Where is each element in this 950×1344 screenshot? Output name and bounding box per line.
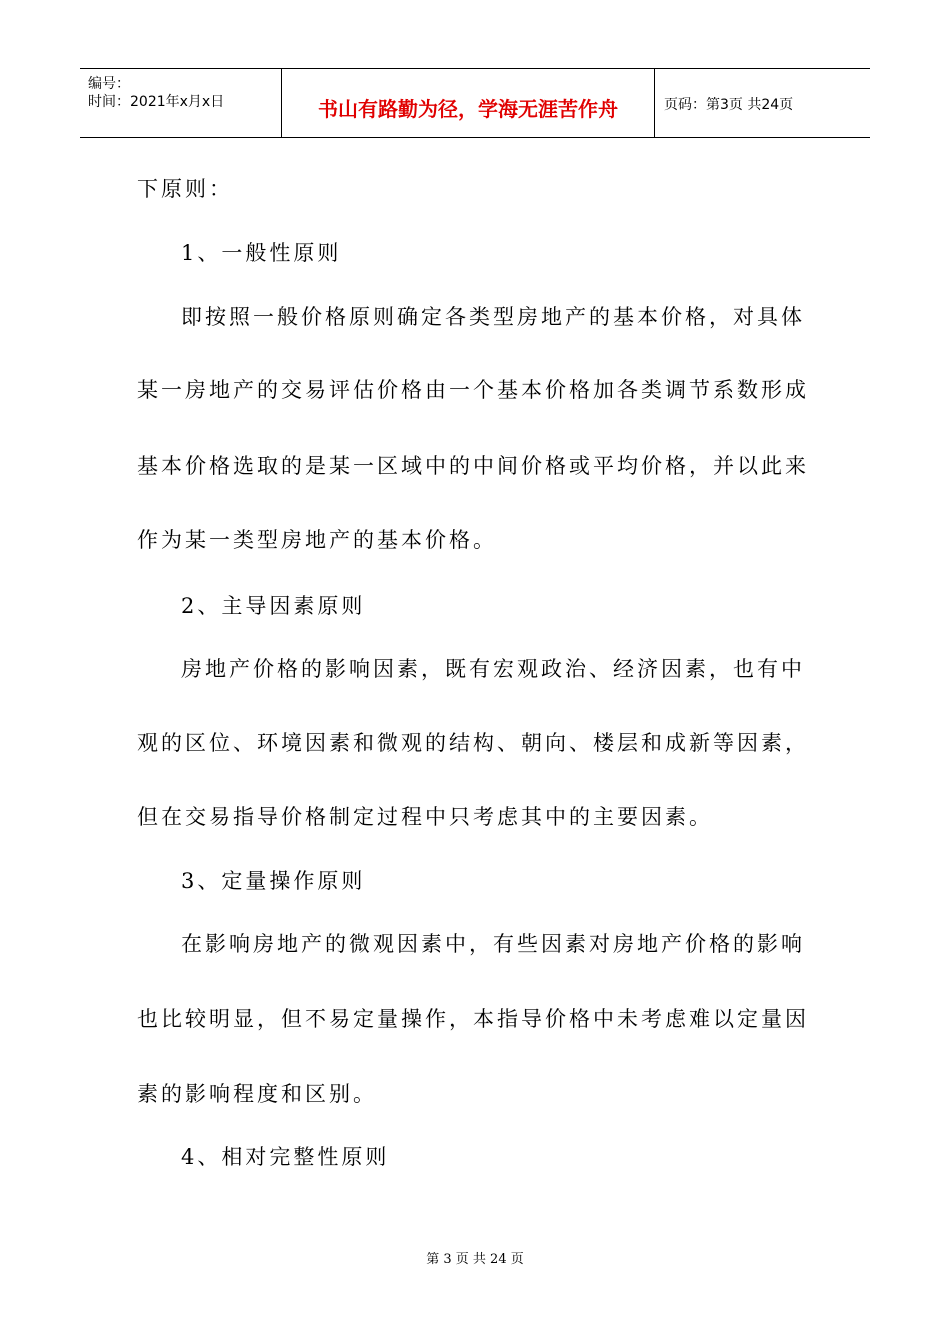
- body-line: 即按照一般价格原则确定各类型房地产的基本价格，对具体: [181, 305, 805, 329]
- page-footer: 第 3 页 共 24 页: [426, 1252, 524, 1267]
- body-line: 作为某一类型房地产的基本价格。: [137, 528, 497, 552]
- section-heading: 3、定量操作原则: [181, 869, 366, 893]
- header-meta-cell: [80, 69, 280, 137]
- body-line: 观的区位、环境因素和微观的结构、朝向、楼层和成新等因素，: [137, 731, 809, 755]
- body-line: 但在交易指导价格制定过程中只考虑其中的主要因素。: [137, 805, 713, 829]
- section-heading: 2、主导因素原则: [181, 594, 366, 618]
- section-heading: 1、一般性原则: [181, 241, 342, 265]
- document-date-label: 时间：2021年x月x日: [88, 94, 225, 110]
- body-line: 某一房地产的交易评估价格由一个基本价格加各类调节系数形成: [137, 378, 809, 402]
- header-motto: 书山有路勤为径，学海无涯苦作舟: [318, 97, 618, 121]
- body-line: 房地产价格的影响因素，既有宏观政治、经济因素，也有中: [181, 657, 805, 681]
- body-line: 素的影响程度和区别。: [137, 1082, 377, 1106]
- header-page-cell: [654, 69, 870, 137]
- body-line: 也比较明显，但不易定量操作，本指导价格中未考虑难以定量因: [137, 1007, 809, 1031]
- body-line: 下原则：: [137, 177, 233, 201]
- body-line: 在影响房地产的微观因素中，有些因素对房地产价格的影响: [181, 932, 805, 956]
- page-header: [80, 68, 870, 138]
- section-heading: 4、相对完整性原则: [181, 1145, 390, 1169]
- document-number-label: 编号：: [88, 76, 130, 92]
- header-motto-cell: [281, 69, 655, 137]
- header-page-info: 页码：第3页 共24页: [664, 97, 794, 113]
- body-line: 基本价格选取的是某一区域中的中间价格或平均价格，并以此来: [137, 454, 809, 478]
